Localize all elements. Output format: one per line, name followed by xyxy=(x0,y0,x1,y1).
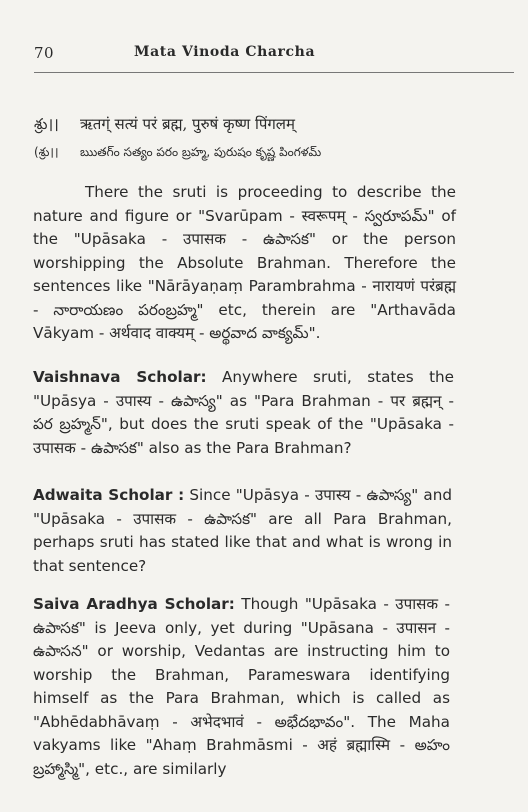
speaker-label: Saiva Aradhya Scholar: xyxy=(33,595,235,613)
speaker-label: Vaishnava Scholar: xyxy=(33,368,207,386)
shloka-text: ఋతగ్ం సత్యం పరం బ్రహ్మ, పురుషం కృష్ణ పింగళమ్ xyxy=(80,145,322,159)
paragraph-intro xyxy=(33,181,456,346)
paragraph-vaishnava xyxy=(33,366,454,460)
paragraph-adwaita xyxy=(33,484,452,578)
shloka-telugu xyxy=(34,145,508,162)
shloka-text: ऋतग्ं सत्यं परं ब्रह्म, पुरुषं कृष्ण पिंगलम् xyxy=(80,115,295,133)
shloka-label: (శ్రు।। xyxy=(34,145,59,159)
paragraph-text: Though "Upāsaka - उपासक - ఉపాసక" is Jeeva only, yet during "Upāsana - उपासन - ఉపాసన" or worship, Vedantas are instructing him to worship the Brahman, Parameswara identifying himself as the Para Brahman, which is called as "Abhēdabhāvaṃ - अभेदभावं - అభేదభావం". The Maha vakyams like "Ahaṃ Brahmāsmi - अहं ब्रह्मास्मि - అహం బ్రహ్మాస్మి", etc., are similarly xyxy=(33,595,450,778)
header-rule xyxy=(34,72,514,73)
paragraph-text: Anywhere sruti, states the "Upāsya - उपास्य - ఉపాస్య" as "Para Brahman - पर ब्रह्मन् - పర బ్రహ్మన్", but does the sruti speak of the "Upāsaka - उपासक - ఉపాసక" also as the Para Brahman? xyxy=(33,368,454,457)
page-header xyxy=(34,44,508,66)
shloka-devanagari xyxy=(34,114,508,137)
paragraph-text: There the sruti is proceeding to describe the nature and figure or "Svarūpam - स्वरूपम् - స్వరూపమ్" of the "Upāsaka - उपासक - ఉపాసక" or the person worshipping the Absolute Brahman. Therefore the sentences like "Nārāyaṇaṃ Parambrahma - नारायणं परंब्रह्म - నారాయణం పరంబ్రహ్మ" etc, therein are "Arthavāda Vākyam - अर्थवाद वाक्यम् - అర్థవాద వాక్యమ్". xyxy=(33,183,456,342)
paragraph-text: Since "Upāsya - उपास्य - ఉపాస్య" and "Upāsaka - उपासक - ఉపాసక" are all Para Brahman, perhaps sruti has stated like that and what is wrong in that sentence? xyxy=(33,486,453,575)
paragraph-saiva xyxy=(33,593,450,781)
running-title: Mata Vinoda Charcha xyxy=(134,44,316,60)
speaker-label: Adwaita Scholar : xyxy=(33,486,185,504)
page-number: 70 xyxy=(34,44,55,62)
shloka-label: శ్రు।। xyxy=(34,115,59,133)
